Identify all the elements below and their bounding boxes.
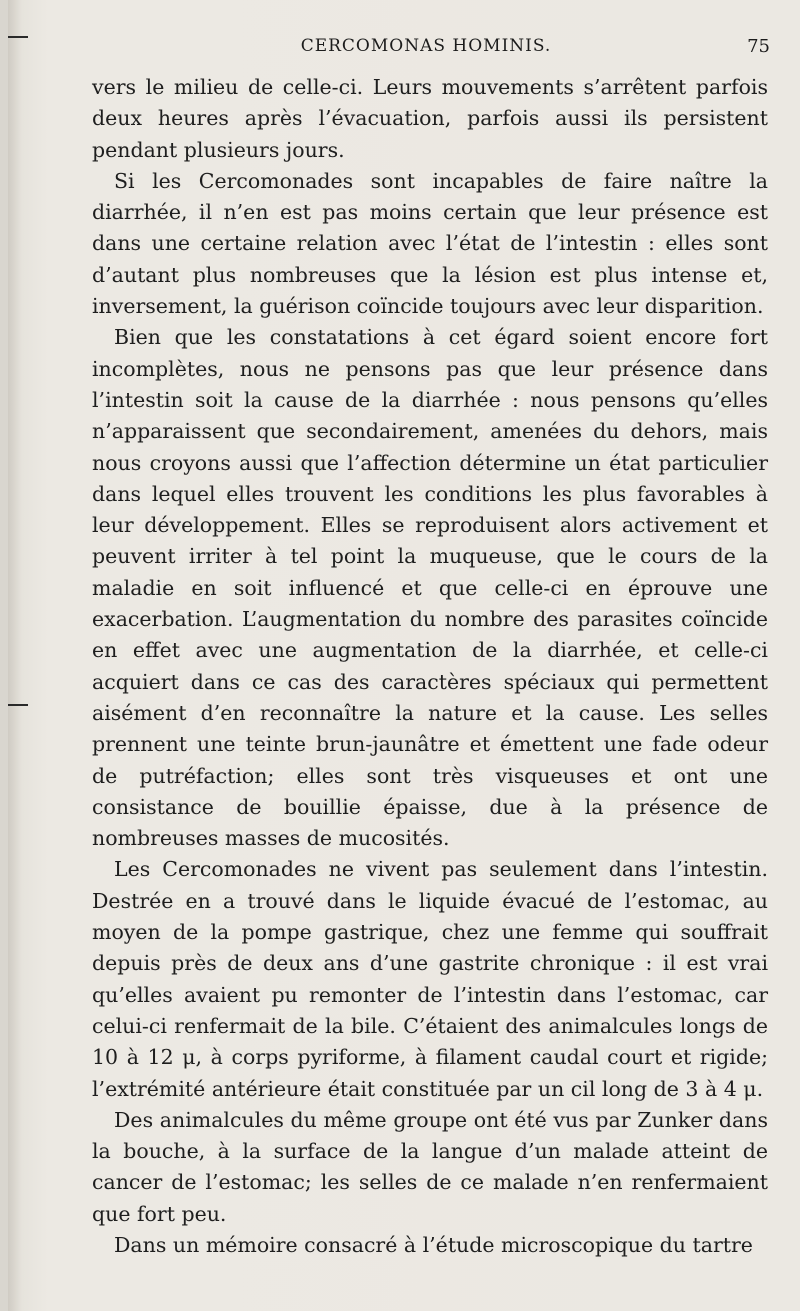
margin-mark <box>8 36 28 38</box>
paragraph: Si les Cercomonades sont incapables de faire naître la diarrhée, il n’en est pas moins certain que leur présence est dans une certaine relation avec l’état de l’intestin : elles sont d’autant plus nombreuses que la lésion est plus intense et, inversement, la guérison coïncide toujours avec leur disparition. <box>92 168 768 319</box>
paragraph: Des animalcules du même groupe ont été vus par Zunker dans la bouche, à la surface de la langue d’un malade atteint de cancer de l’estomac; les selles de ce malade n’en renfermaient que fort peu. <box>92 1107 768 1226</box>
paragraph-continuation: vers le milieu de celle-ci. Leurs mouvements s’arrêtent parfois deux heures après l’évacuation, parfois aussi ils persistent pendant plusieurs jours. <box>92 75 768 162</box>
body-text <box>92 72 768 1261</box>
book-page <box>8 0 800 1311</box>
running-title: CERCOMONAS HOMINIS. <box>300 36 552 56</box>
paragraph: Les Cercomonades ne vivent pas seulement dans l’intestin. Destrée en a trouvé dans le liquide évacué de l’estomac, au moyen de la pompe gastrique, chez une femme qui souffrait depuis près de deux ans d’une gastrite chronique : il est vrai qu’elles avaient pu remonter de l’intestin dans l’estomac, car celui-ci renfermait de la bile. C’étaient des animalcules longs de 10 à 12 μ, à corps pyriforme, à filament caudal court et rigide; l’extrémité antérieure était constituée par un cil long de 3 à 4 μ. <box>92 857 768 1101</box>
page-number: 75 <box>747 36 770 57</box>
page-header <box>86 36 770 60</box>
paragraph: Bien que les constatations à cet égard soient encore fort incomplètes, nous ne pensons pas que leur présence dans l’intestin soit la cause de la diarrhée : nous pensons qu’elles n’apparaissent que secondairement, amenées du dehors, mais nous croyons aussi que l’affection détermine un état particulier dans lequel elles trouvent les conditions les plus favorables à leur développement. Elles se reproduisent alors activement et peuvent irriter à tel point la muqueuse, que le cours de la maladie en soit influencé et que celle-ci en éprouve une exacerbation. L’augmentation du nombre des parasites coïncide en effet avec une augmentation de la diarrhée, et celle-ci acquiert dans ce cas des caractères spéciaux qui permettent aisément d’en reconnaître la nature et la cause. Les selles prennent une teinte brun-jaunâtre et émettent une fade odeur de putréfaction; elles sont très visqueuses et ont une consistance de bouillie épaisse, due à la présence de nombreuses masses de mucosités. <box>92 325 768 851</box>
margin-mark <box>8 704 28 706</box>
paragraph: Dans un mémoire consacré à l’étude microscopique du tartre <box>114 1232 753 1257</box>
